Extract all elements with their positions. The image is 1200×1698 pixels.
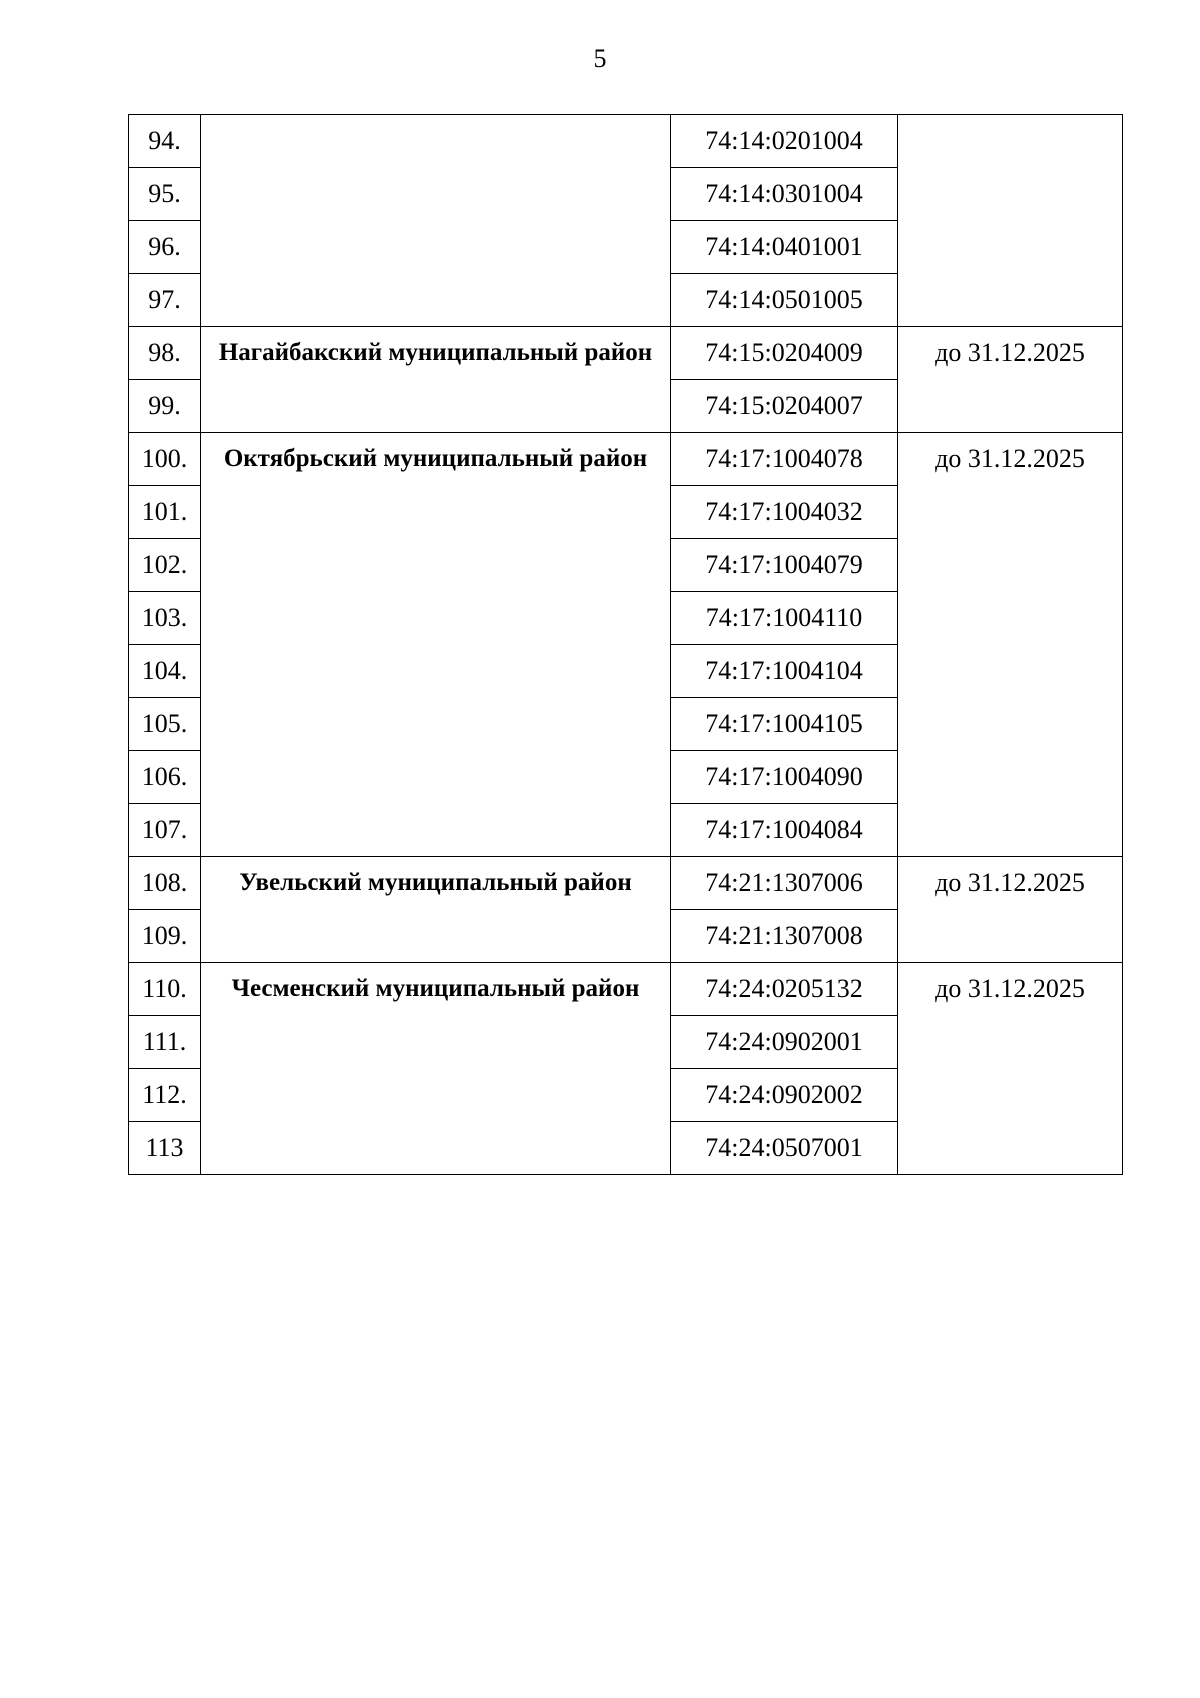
cadastral-code-cell: 74:17:1004105 [671,698,898,751]
table-body [129,115,1123,1175]
cadastral-code-cell: 74:17:1004079 [671,539,898,592]
row-number-cell: 113 [129,1122,201,1175]
cadastral-code-cell: 74:15:0204007 [671,380,898,433]
row-number-cell: 110. [129,963,201,1016]
cadastral-code-cell: 74:21:1307006 [671,857,898,910]
row-number-cell: 103. [129,592,201,645]
cadastral-code-cell: 74:17:1004084 [671,804,898,857]
table-row [129,327,1123,380]
district-cell: Увельский муниципальный район [201,857,671,963]
deadline-cell [898,115,1123,327]
row-number-cell: 112. [129,1069,201,1122]
district-cell: Нагайбакский муниципальный район [201,327,671,433]
cadastral-code-cell: 74:17:1004104 [671,645,898,698]
cadastral-table [128,114,1123,1175]
row-number-cell: 100. [129,433,201,486]
row-number-cell: 98. [129,327,201,380]
table-row [129,963,1123,1016]
cadastral-code-cell: 74:14:0501005 [671,274,898,327]
row-number-cell: 99. [129,380,201,433]
cadastral-code-cell: 74:21:1307008 [671,910,898,963]
cadastral-code-cell: 74:14:0401001 [671,221,898,274]
district-cell [201,115,671,327]
row-number-cell: 94. [129,115,201,168]
row-number-cell: 105. [129,698,201,751]
row-number-cell: 106. [129,751,201,804]
row-number-cell: 102. [129,539,201,592]
row-number-cell: 96. [129,221,201,274]
deadline-cell: до 31.12.2025 [898,857,1123,963]
row-number-cell: 108. [129,857,201,910]
cadastral-code-cell: 74:24:0507001 [671,1122,898,1175]
cadastral-code-cell: 74:17:1004032 [671,486,898,539]
row-number-cell: 95. [129,168,201,221]
cadastral-code-cell: 74:24:0902001 [671,1016,898,1069]
page-number: 5 [593,44,607,73]
cadastral-code-cell: 74:14:0201004 [671,115,898,168]
table-row [129,857,1123,910]
cadastral-code-cell: 74:17:1004090 [671,751,898,804]
row-number-cell: 111. [129,1016,201,1069]
row-number-cell: 104. [129,645,201,698]
cadastral-code-cell: 74:17:1004078 [671,433,898,486]
deadline-cell: до 31.12.2025 [898,327,1123,433]
cadastral-code-cell: 74:24:0205132 [671,963,898,1016]
row-number-cell: 97. [129,274,201,327]
row-number-cell: 101. [129,486,201,539]
table-row [129,115,1123,168]
district-cell: Чесменский муниципальный район [201,963,671,1175]
row-number-cell: 109. [129,910,201,963]
cadastral-code-cell: 74:24:0902002 [671,1069,898,1122]
deadline-cell: до 31.12.2025 [898,433,1123,857]
row-number-cell: 107. [129,804,201,857]
cadastral-code-cell: 74:14:0301004 [671,168,898,221]
deadline-cell: до 31.12.2025 [898,963,1123,1175]
cadastral-code-cell: 74:17:1004110 [671,592,898,645]
table-row [129,433,1123,486]
cadastral-code-cell: 74:15:0204009 [671,327,898,380]
district-cell: Октябрьский муниципальный район [201,433,671,857]
